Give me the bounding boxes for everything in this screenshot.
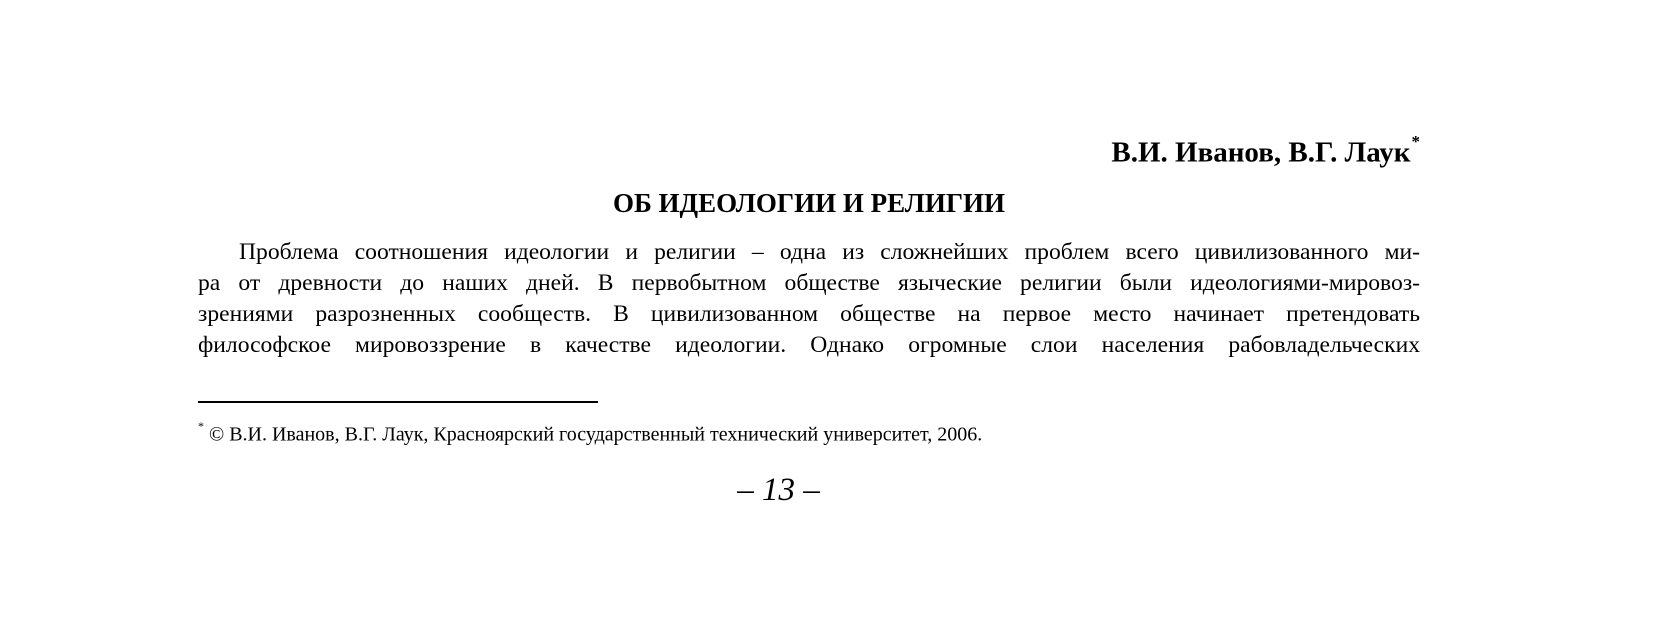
body-line: зрениями разрозненных сообществ. В цивилизованном обществе на первое место начинает претендовать [198,301,1420,327]
footnote-divider [198,401,598,403]
body-line: философское мировоззрение в качестве идеологии. Однако огромные слои населения рабовладельческих [198,332,1420,358]
page-number [0,470,1653,510]
article-authors [1111,128,1420,171]
body-line: Проблема соотношения идеологии и религии – одна из сложнейших проблем всего цивилизованного ми- [239,239,1420,265]
body-line: ра от древности до наших дней. В первобытном обществе языческие религии были идеологиями-мировоз- [198,270,1420,296]
authors-footnote-mark: * [1411,132,1420,151]
footnote-mark: * [198,419,204,433]
authors-names: В.И. Иванов, В.Г. Лаук [1111,136,1411,169]
footnote-text: © В.И. Иванов, В.Г. Лаук, Красноярский государственный технический университет, 2006. [209,423,983,446]
footnote [198,416,982,448]
page-number-label: – 13 – [737,472,820,508]
article-title: ОБ ИДЕОЛОГИИ И РЕЛИГИИ [612,188,1006,218]
article-body [198,237,1420,361]
